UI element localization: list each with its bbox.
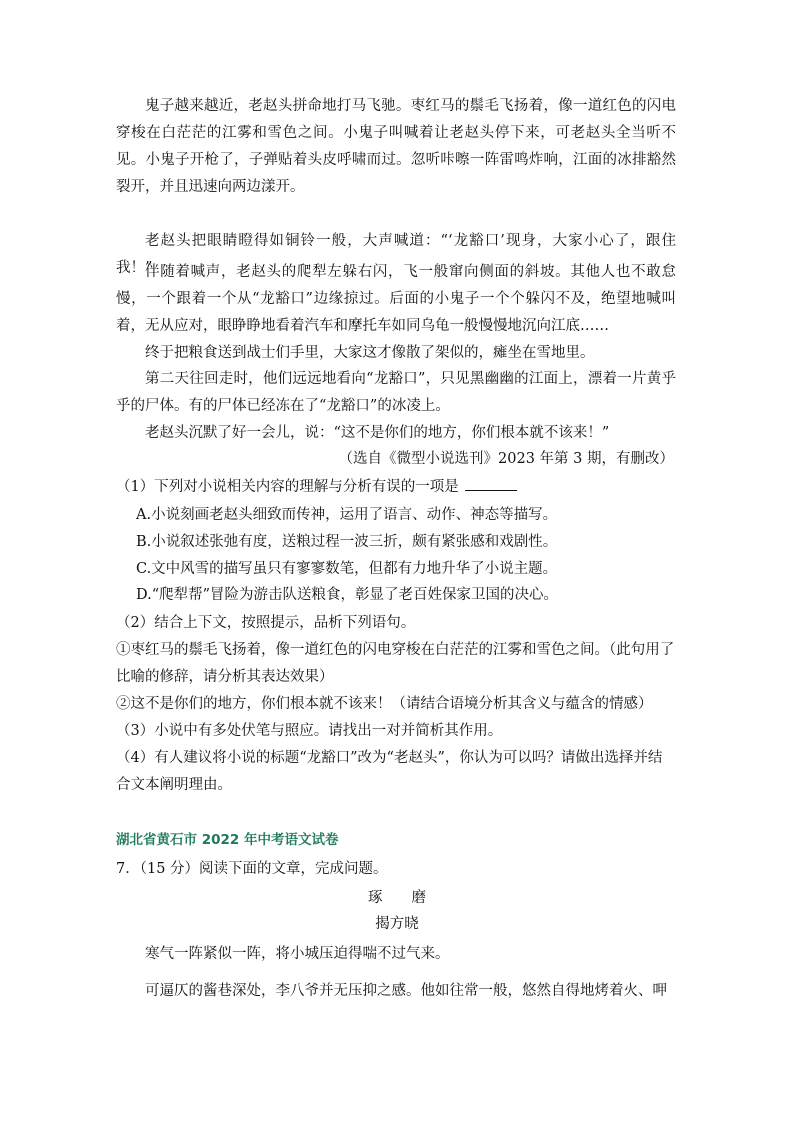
question-1-text: （1）下列对小说相关内容的理解与分析有误的一项是: [116, 479, 459, 495]
question-7: 7．（15 分）阅读下面的文章，完成问题。: [116, 861, 388, 877]
question-2-item-1: ①枣红马的鬃毛飞扬着，像一道红色的闪电穿梭在白茫茫的江雾和雪色之间。（此句用了比喻的修辞，请分析其表达效果）: [116, 642, 675, 685]
option-b: B.小说叙述张弛有度，送粮过程一波三折，颇有紧张感和戏剧性。: [136, 534, 558, 550]
article-author: 揭方晓: [375, 916, 419, 932]
story-paragraph-4: 终于把粮食送到战士们手里，大家这才像散了架似的，瘫坐在雪地里。: [145, 345, 595, 361]
question-2: （2）结合上下文，按照提示，品析下列语句。: [116, 615, 416, 631]
story-source: （选自《微型小说选刊》2023 年第 3 期，有删改）: [338, 451, 674, 467]
article-paragraph-2: 可逼仄的酱巷深处，李八爷并无压抑之感。他如往常一般，悠然自得地烤着火、呷: [145, 983, 667, 999]
option-c: C.文中风雪的描写虽只有寥寥数笔，但都有力地升华了小说主题。: [136, 561, 558, 577]
question-2-item-2: ②这不是你们的地方，你们根本就不该来！（请结合语境分析其含义与蕴含的情感）: [116, 696, 653, 712]
answer-blank: [465, 476, 517, 491]
question-1: [116, 474, 676, 501]
story-paragraph-1: 鬼子越来越近，老赵头拼命地打马飞驰。枣红马的鬃毛飞扬着，像一道红色的闪电穿梭在白茫茫的江雾和雪色之间。小鬼子叫喊着让老赵头停下来，可老赵头全当听不见。小鬼子开枪了，子弹贴着头皮呼啸而过。忽听咔嚓一阵雷鸣炸响，江面的冰排豁然裂开，并且迅速向两边漾开。: [116, 98, 676, 195]
story-paragraph-3: 伴随着喊声，老赵头的爬犁左躲右闪，飞一般窜向侧面的斜坡。其他人也不敢怠慢，一个跟着一个从“龙豁口”边缘掠过。后面的小鬼子一个个躲闪不及，绝望地喊叫着，无从应对，眼睁睁地看着汽车和摩托车如同乌龟一般慢慢地沉向江底……: [116, 264, 676, 334]
section-heading: 湖北省黄石市 2022 年中考语文试卷: [116, 832, 339, 848]
question-3: （3）小说中有多处伏笔与照应。请找出一对并简析其作用。: [116, 723, 503, 739]
article-title: 琢 磨: [368, 890, 426, 906]
story-paragraph-5: 第二天往回走时，他们远远地看向“龙豁口”，只见黑幽幽的江面上，漂着一片黄乎乎的尸体。有的尸体已经冻在了“龙豁口”的冰凌上。: [116, 371, 676, 414]
story-paragraph-6: 老赵头沉默了好一会儿，说：“这不是你们的地方，你们根本就不该来！”: [145, 425, 610, 441]
story-paragraph-2: 老赵头把眼睛瞪得如铜铃一般，大声喊道：“‘龙豁口’现身，大家小心了，跟住我！”: [116, 233, 676, 276]
article-paragraph-1: 寒气一阵紧似一阵，将小城压迫得喘不过气来。: [145, 946, 450, 962]
option-a: A.小说刻画老赵头细致而传神，运用了语言、动作、神态等描写。: [136, 507, 558, 523]
question-4: （4）有人建议将小说的标题“龙豁口”改为“老赵头”，你认为可以吗？请做出选择并结合文本阐明理由。: [116, 750, 663, 793]
option-d: D.“爬犁帮”冒险为游击队送粮食，彰显了老百姓保家卫国的决心。: [136, 587, 559, 603]
